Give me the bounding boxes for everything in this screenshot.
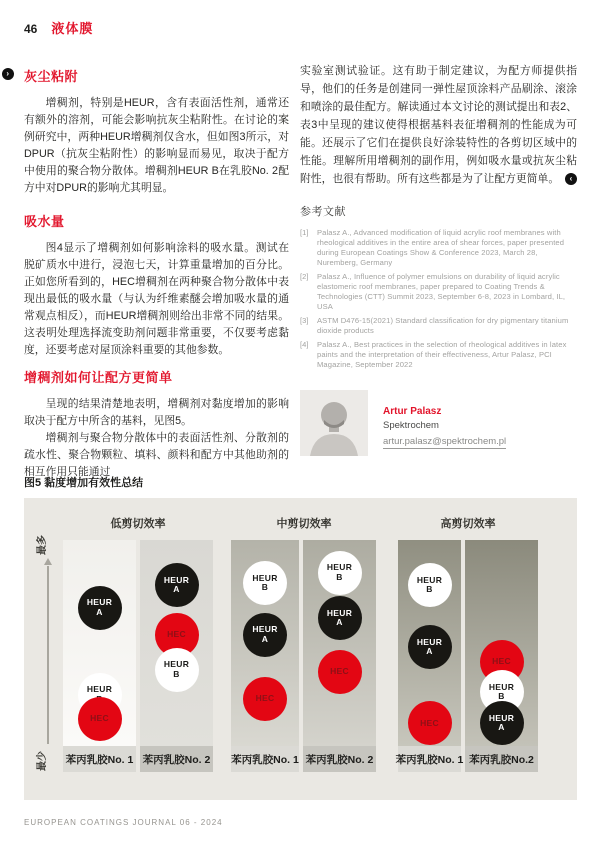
bubble-label: B [426, 584, 433, 595]
bubble-heur-a [408, 625, 452, 669]
reference-number: [3] [300, 316, 309, 325]
page-number: 46 [24, 22, 38, 36]
panel-title-2: 中剪切效率 [276, 518, 332, 530]
paragraph-easier-formulation-2: 增稠剂与聚合物分散体中的表面活性剂、分散剂的疏水性、聚合物颗粒、填料、颜料和配方中其他助剂的相互作用只能通过 [24, 432, 289, 478]
bubble-label: HEUR [488, 681, 515, 692]
author-photo [300, 390, 368, 456]
reference-text: ASTM D476-15(2021) Standard classification for dry pigmentary titanium dioxide products [317, 316, 569, 335]
bubble-label: HEC [90, 713, 109, 724]
paragraph-conclusion-text: 实验室测试验证。这有助于制定建议，为配方师提供指导，他们的任务是创建同一弹性屋顶涂料产品刷涂、滚涂和喷涂的最佳配方。解读通过本文讨论的测试提出和表2、表3中呈现的建议使得根据基料表征增稠剂的性能成为可能。还展示了它们在提供良好涂装特性的各剪切区域中的性能。理解所用增稠剂的副作用，例如吸水量或抗灰尘粘附性，也很有帮助。所有这些都是为了让配方更简单。 [300, 65, 577, 185]
bubble-label: HEC [420, 717, 439, 728]
axis-label-most: 最多 [36, 535, 48, 555]
bubble-label: HEUR [416, 574, 443, 585]
bubble-heur-b [243, 561, 287, 605]
bubble-heur-a [318, 596, 362, 640]
paragraph-water-uptake: 图4显示了增稠剂如何影响涂料的吸水量。测试在脱矿质水中进行，浸泡七天，计算重量增加的百分比。正如您所看到的，HEC增稠剂在两种聚合物分散体中表现出最低的吸水量（与认为纤维素醚会增加吸水量的通常观点相反），而HEUR增稠剂则给出非常不同的结果。这表明处理选择流变助剂问题非常重要，不仅要考虑黏度，还要考虑对屋顶涂料重要的其他参数。 [24, 242, 289, 356]
bubble-hec [243, 677, 287, 721]
left-column [6, 60, 289, 481]
bubble-label: B [173, 668, 180, 679]
bubble-label: HEUR [252, 572, 278, 583]
bubble-label: HEUR [326, 562, 353, 573]
latex-label: 苯丙乳胶No. 1 [63, 746, 136, 772]
latex-label: 苯丙乳胶No. 2 [303, 746, 376, 772]
reference-text: Palasz A., Influence of polymer emulsions on durability of liquid acrylic elastomeric roof membranes, paper prepared to Coating Trends & Technologies (CTT) Summit 2023, September 6-8, 2023 in Lombard, IL, USA [317, 272, 566, 311]
bubble-heur-a [78, 586, 122, 630]
bubble-hec [78, 697, 122, 741]
paragraph-dust-pickup: 增稠剂，特别是HEUR，含有表面活性剂，通常还有额外的溶剂，可能会影响抗灰尘粘附性。在讨论的案例研究中，两种HEUR增稠剂仅含水，但如图3所示，对DPUR（抗灰尘粘附性）的影响显而易见，取决于配方中使用的聚合物分散体。增稠剂HEUR B在乳胶No. 2配方中对DPUR的影响尤其明显。 [24, 97, 289, 194]
bubble-label: HEC [167, 629, 186, 639]
journal-footer: EUROPEAN COATINGS JOURNAL 06 - 2024 [24, 818, 223, 827]
magazine-section-title: 液体膜 [51, 21, 94, 36]
reference-number: [2] [300, 272, 309, 281]
reference-number: [1] [300, 228, 309, 237]
reference-item [300, 340, 577, 370]
bubble-label: HEC [330, 666, 349, 677]
latex-label: 苯丙乳胶No. 2 [140, 746, 213, 772]
latex-label: 苯丙乳胶No. 1 [398, 746, 461, 772]
bubble-label: HEUR [488, 712, 515, 723]
references-title: 参考文献 [300, 206, 346, 218]
axis-label-least: 最少 [36, 751, 48, 771]
bubble-label: B [261, 582, 269, 593]
right-column [300, 62, 577, 456]
page-header [24, 18, 93, 37]
bubble-heur-a [155, 563, 199, 607]
bubble-hec [318, 650, 362, 694]
figure-5-chart [24, 498, 577, 800]
bubble-label: HEUR [163, 574, 190, 585]
bubble-label: B [336, 571, 343, 582]
bubble-label: A [336, 617, 343, 628]
bubble-label: HEUR [326, 607, 353, 618]
bubble-label: A [498, 722, 505, 733]
bubble-label: HEC [492, 655, 511, 666]
author-meta [383, 390, 506, 456]
bubble-label: A [261, 633, 269, 644]
bubble-label: HEC [255, 692, 275, 703]
panel-title-3: 高剪切效率 [440, 518, 496, 530]
paragraph-conclusion [300, 62, 577, 188]
reference-text: Palasz A., Advanced modification of liquid acrylic roof membranes with rheological additives in the entire area of shear forces, paper presented during European Coatings Show & Conference 2023, March 28, Nuremberg, Germany [317, 228, 565, 267]
bubble-hec [408, 701, 452, 745]
bubble-heur-b [318, 551, 362, 595]
references-list [300, 228, 577, 370]
axis-line [47, 566, 49, 744]
latex-label: 苯丙乳胶No.2 [465, 746, 538, 772]
reference-text: Palasz A., Best practices in the selection of rheological additives in latex paints and the interpretation of their effectiveness, Artur Palasz, PCI Magazine, September 2022 [317, 340, 567, 369]
bubble-heur-a [480, 701, 524, 745]
panel-title-1: 低剪切效率 [110, 518, 166, 530]
bubble-label: A [173, 584, 180, 595]
author-portrait-image [300, 390, 368, 456]
bubble-label: HEUR [86, 597, 113, 608]
latex-label: 苯丙乳胶No. 1 [231, 746, 299, 772]
reference-number: [4] [300, 340, 309, 349]
heading-water-uptake: 吸水量 [24, 214, 65, 229]
author-email-link[interactable]: artur.palasz@spektrochem.pl [383, 436, 507, 447]
reference-item [300, 272, 577, 312]
heading-dust-pickup [6, 66, 289, 85]
heading-easier-formulation: 增稠剂如何让配方更简单 [24, 370, 173, 385]
bubble-heur-b [155, 648, 199, 692]
figure-caption: 图5 黏度增加有效性总结 [24, 477, 144, 489]
article-end-arrow-icon: ‹ [565, 173, 577, 185]
reference-item [300, 228, 577, 268]
author-block [300, 390, 577, 456]
bubble-label: A [96, 606, 103, 617]
paragraph-easier-formulation-1: 呈现的结果清楚地表明，增稠剂对黏度增加的影响取决于配方中所含的基料，见图5。 [24, 398, 289, 427]
author-name: Artur Palasz [383, 406, 442, 417]
bubble-label: HEUR [163, 659, 190, 670]
bubble-label: HEUR [252, 624, 278, 635]
reference-item [300, 316, 577, 336]
bubble-label: B [498, 691, 505, 702]
bubble-label: A [426, 646, 433, 657]
author-company: Spektrochem [383, 420, 439, 431]
bubble-label: HEUR [416, 636, 443, 647]
bubble-heur-b [408, 563, 452, 607]
axis-arrow-up-icon [44, 558, 52, 565]
bubble-label: HEUR [86, 684, 113, 694]
section-start-arrow-icon: › [2, 68, 14, 80]
heading-dust-pickup-label: 灰尘粘附 [24, 69, 79, 84]
bubble-heur-a [243, 613, 287, 657]
